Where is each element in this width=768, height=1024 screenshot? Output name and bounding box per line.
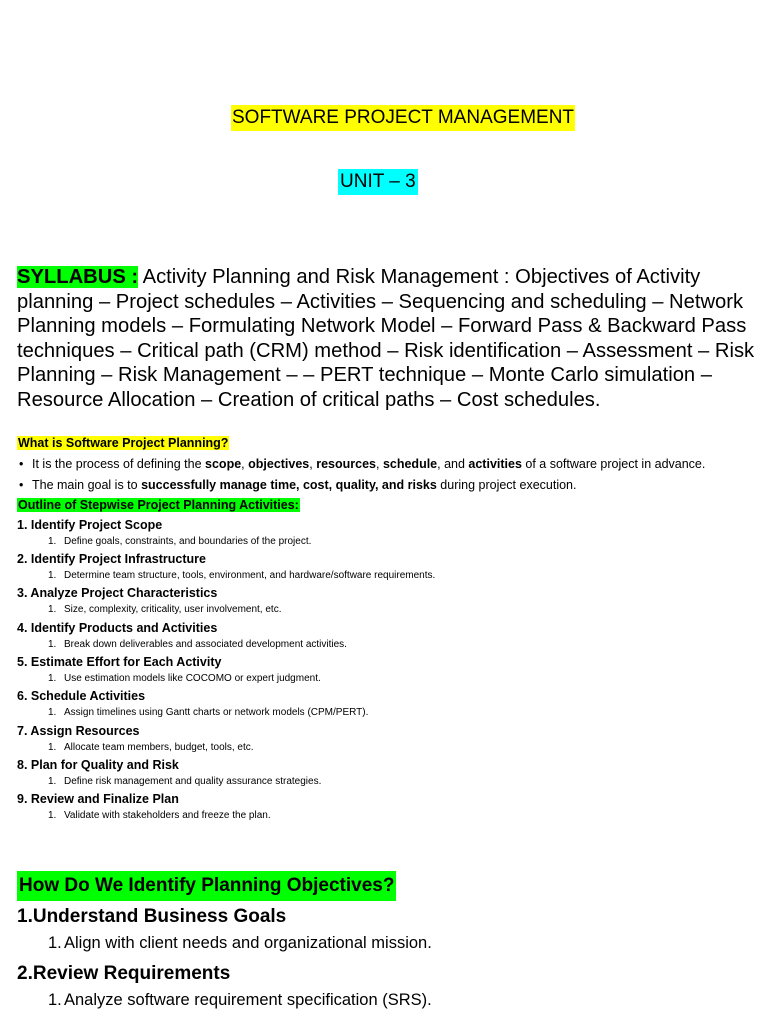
- syllabus-label: SYLLABUS :: [17, 266, 139, 288]
- step-detail: 1. Assign timelines using Gantt charts or network models (CPM/PERT).: [48, 707, 369, 718]
- outline-heading: Outline of Stepwise Project Planning Activities:: [18, 498, 299, 512]
- planning-question: What is Software Project Planning?: [18, 436, 229, 450]
- page-title: SOFTWARE PROJECT MANAGEMENT: [231, 105, 575, 131]
- step-detail: 1. Define risk management and quality assurance strategies.: [48, 776, 322, 787]
- step-detail: 1. Validate with stakeholders and freeze the plan.: [48, 810, 271, 821]
- unit-label: UNIT – 3: [338, 169, 418, 195]
- objective-detail: 1. Analyze software requirement specification (SRS).: [48, 991, 432, 1009]
- syllabus-text: Activity Planning and Risk Management : Objectives of Activity planning – Project schedules – Activities – Sequencing and scheduling – Network Planning models – Formulating Network Model – Forward Pass & Backward Pass techniques – Critical path (CRM) method – Risk identification – Assessment – Risk Planning – Risk Management – – PERT technique – Monte Carlo simulation – Resource Allocation – Creation of critical paths – Cost schedules.: [17, 266, 755, 411]
- objective-title: 2.Review Requirements: [17, 963, 231, 984]
- step-title: 5. Estimate Effort for Each Activity: [17, 655, 222, 669]
- step-title: 6. Schedule Activities: [17, 689, 146, 703]
- bullet-item: • It is the process of defining the scope, objectives, resources, schedule, and activities of a software project in advance.: [19, 457, 706, 471]
- step-detail: 1. Allocate team members, budget, tools, etc.: [48, 742, 254, 753]
- step-detail: 1. Use estimation models like COCOMO or expert judgment.: [48, 673, 321, 684]
- objective-title: 1.Understand Business Goals: [17, 906, 287, 927]
- objective-detail: 1. Align with client needs and organizational mission.: [48, 934, 432, 952]
- step-detail: 1. Break down deliverables and associated development activities.: [48, 639, 347, 650]
- step-detail: 1. Define goals, constraints, and boundaries of the project.: [48, 536, 312, 547]
- step-title: 9. Review and Finalize Plan: [17, 792, 179, 806]
- bullet-icon: •: [19, 457, 24, 471]
- step-title: 3. Analyze Project Characteristics: [17, 586, 218, 600]
- step-detail: 1. Determine team structure, tools, environment, and hardware/software requirements.: [48, 570, 436, 581]
- syllabus-paragraph: [17, 265, 768, 412]
- bullet-icon: •: [19, 478, 24, 492]
- objectives-question: How Do We Identify Planning Objectives?: [17, 871, 396, 901]
- step-title: 1. Identify Project Scope: [17, 518, 163, 532]
- step-title: 4. Identify Products and Activities: [17, 621, 218, 635]
- step-detail: 1. Size, complexity, criticality, user involvement, etc.: [48, 604, 282, 615]
- step-title: 2. Identify Project Infrastructure: [17, 552, 206, 566]
- step-title: 8. Plan for Quality and Risk: [17, 758, 179, 772]
- step-title: 7. Assign Resources: [17, 724, 140, 738]
- bullet-item: • The main goal is to successfully manage time, cost, quality, and risks during project execution.: [19, 478, 577, 492]
